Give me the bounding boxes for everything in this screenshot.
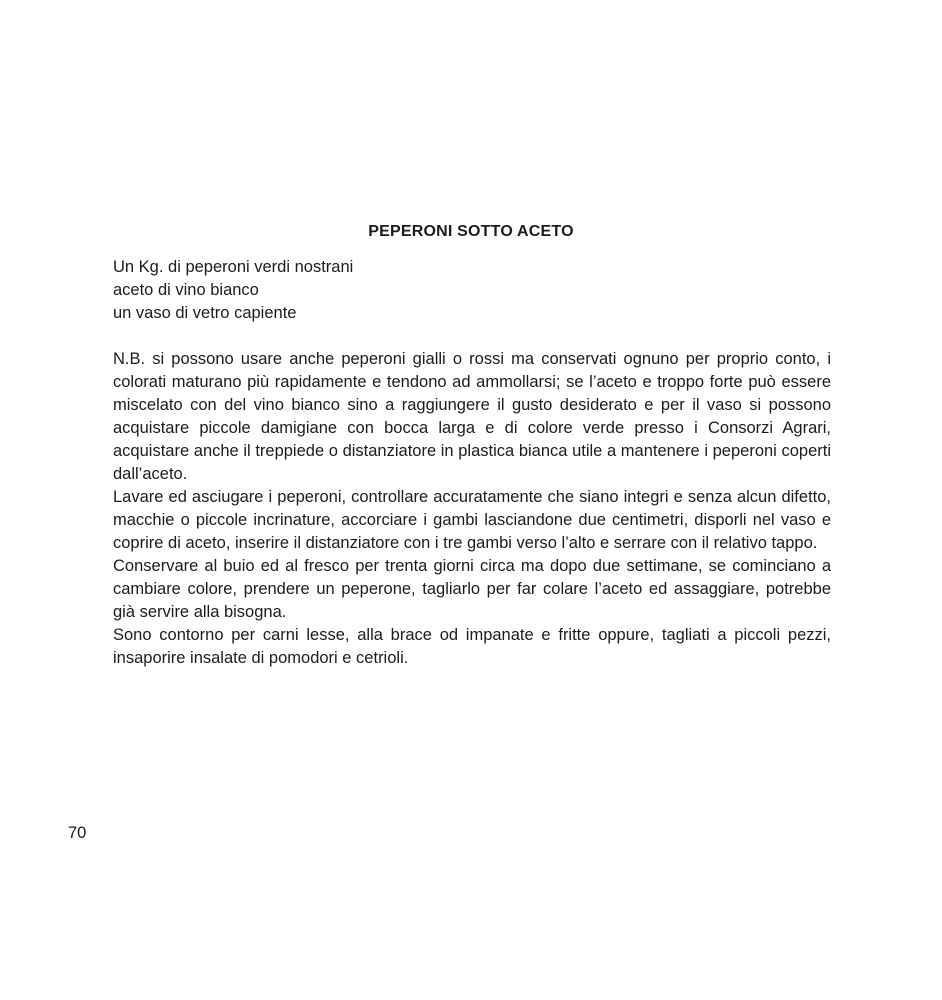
ingredient-line: Un Kg. di peperoni verdi nostrani	[113, 258, 354, 276]
recipe-body	[113, 256, 831, 670]
recipe-title: PEPERONI SOTTO ACETO	[368, 222, 574, 240]
paragraph-nota-bene: N.B. si possono usare anche peperoni gialli o rossi ma conservati ognuno per proprio conto, i colorati maturano più rapidamente e tendono ad ammollarsi; se l’aceto e troppo forte può essere miscelato con del vino bianco sino a raggiungere il gusto desiderato e per il vaso si possono acquistare piccole damigiane con bocca larga e di colore verde presso i Consorzi Agrari, acquistare anche il treppiede o distanziatore in plastica bianca utile a mantenere i peperoni coperti dall’aceto.	[113, 350, 831, 483]
page-number: 70	[68, 824, 87, 842]
paragraph-conservation: Conservare al buio ed al fresco per trenta giorni circa ma dopo due settimane, se cominciano a cambiare colore, prendere un peperone, tagliarlo per far colare l’aceto ed assaggiare, potrebbe già servire alla bisogna.	[113, 557, 831, 621]
ingredient-line: aceto di vino bianco	[113, 281, 259, 299]
ingredient-line: un vaso di vetro capiente	[113, 304, 297, 322]
paragraph-serving: Sono contorno per carni lesse, alla brace od impanate e fritte oppure, tagliati a piccoli pezzi, insaporire insalate di pomodori e cetrioli.	[113, 626, 831, 667]
recipe-paragraphs	[113, 348, 831, 670]
paragraph-preparation: Lavare ed asciugare i peperoni, controllare accuratamente che siano integri e senza alcun difetto, macchie o piccole incrinature, accorciare i gambi lasciandone due centimetri, disporli nel vaso e coprire di aceto, inserire il distanziatore con i tre gambi verso l’alto e serrare con il relativo tappo.	[113, 488, 831, 552]
ingredient-list	[113, 256, 831, 325]
